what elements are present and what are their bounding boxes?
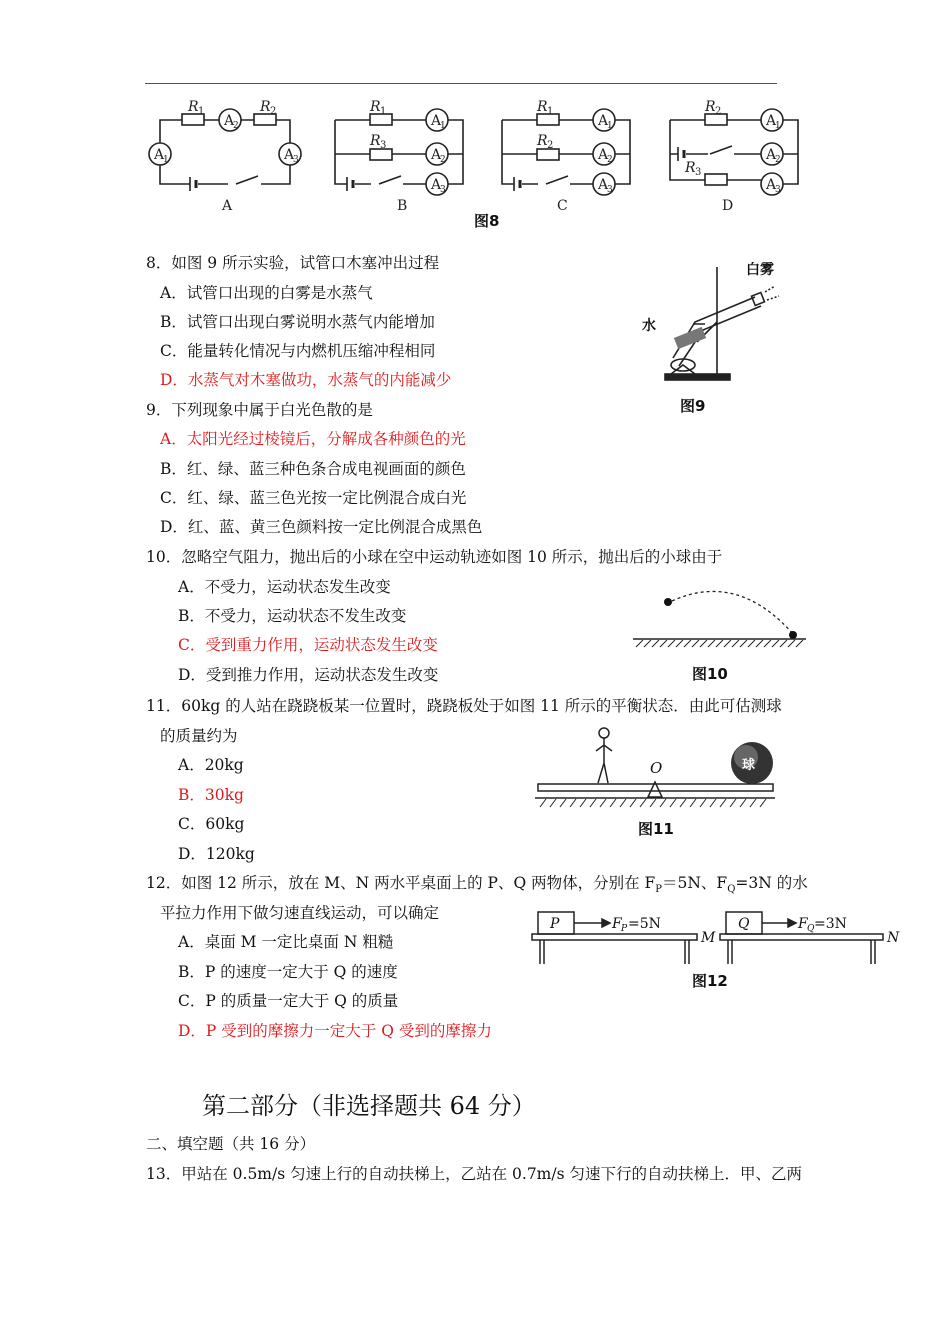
svg-text:1: 1 (163, 155, 169, 165)
svg-text:白雾: 白雾 (746, 262, 774, 278)
q9-option-a: A．太阳光经过棱镜后，分解成各种颜色的光 (160, 430, 466, 448)
svg-text:3: 3 (293, 155, 299, 165)
svg-text:A: A (598, 113, 609, 129)
svg-text:O: O (650, 759, 663, 777)
svg-text:Q: Q (807, 924, 815, 934)
svg-text:P: P (621, 924, 628, 934)
q12-stem-line-1: 12．如图 12 所示，放在 M、N 两水平桌面上的 P、Q 两物体，分别在 $F_P=5N$、$F_Q=3N$ 的水 (146, 874, 808, 896)
svg-text:A: A (431, 147, 442, 163)
q12-option-c: C．P 的质量一定大于 Q 的质量 (178, 992, 399, 1010)
q9-stem: 9．下列现象中属于白光色散的是 (146, 401, 373, 419)
svg-text:3: 3 (695, 167, 702, 178)
svg-text:R: R (685, 160, 696, 176)
figure-12-tables (530, 908, 905, 968)
svg-text:A: A (284, 147, 295, 163)
svg-text:1: 1 (380, 106, 387, 117)
svg-text:A: A (766, 147, 777, 163)
q11-option-d: D．120kg (178, 845, 255, 863)
svg-text:R: R (188, 99, 199, 115)
svg-text:C: C (557, 198, 568, 214)
svg-text:=5N: =5N (628, 916, 661, 932)
q10-stem: 10．忽略空气阻力，抛出后的小球在空中运动轨迹如图 10 所示，抛出后的小球由于 (146, 548, 723, 566)
svg-text:R: R (537, 133, 548, 149)
q8-stem: 8．如图 9 所示实验，试管口木塞冲出过程 (146, 254, 440, 272)
svg-text:F: F (798, 916, 808, 932)
svg-text:1: 1 (607, 121, 613, 131)
figure-12-caption: 图12 (692, 972, 728, 990)
svg-text:R: R (537, 99, 548, 115)
svg-text:R: R (370, 133, 381, 149)
section-2-heading: 二、填空题（共 16 分） (146, 1135, 316, 1153)
svg-text:A: A (431, 177, 442, 193)
svg-text:球: 球 (742, 758, 756, 773)
figure-9-test-tube (635, 262, 795, 392)
svg-text:A: A (224, 113, 235, 129)
q10-option-a: A．不受力，运动状态发生改变 (178, 578, 391, 596)
svg-text:P: P (550, 916, 560, 932)
q11-option-b: B．30kg (178, 786, 244, 804)
svg-text:=3N: =3N (814, 916, 847, 932)
svg-text:R: R (370, 99, 381, 115)
q8-option-a: A．试管口出现的白雾是水蒸气 (160, 284, 373, 302)
figure-11-seesaw (530, 725, 780, 820)
svg-text:A: A (598, 177, 609, 193)
q12-option-b: B．P 的速度一定大于 Q 的速度 (178, 963, 398, 981)
q11-option-a: A．20kg (178, 756, 244, 774)
svg-text:F: F (612, 916, 622, 932)
svg-text:3: 3 (440, 185, 446, 195)
q9-option-b: B．红、绿、蓝三种色条合成电视画面的颜色 (160, 460, 466, 478)
svg-text:A: A (431, 113, 442, 129)
svg-text:2: 2 (547, 140, 554, 151)
q12-stem-line-2: 平拉力作用下做匀速直线运动，可以确定 (160, 904, 440, 922)
q10-option-c: C．受到重力作用，运动状态发生改变 (178, 636, 438, 654)
svg-text:A: A (766, 177, 777, 193)
svg-text:2: 2 (715, 106, 722, 117)
svg-text:水: 水 (642, 318, 656, 334)
svg-text:A: A (766, 113, 777, 129)
svg-text:3: 3 (380, 140, 387, 151)
q12-option-d: D．P 受到的摩擦力一定大于 Q 受到的摩擦力 (178, 1022, 492, 1040)
svg-text:2: 2 (607, 155, 613, 165)
q10-option-d: D．受到推力作用，运动状态发生改变 (178, 666, 439, 684)
figure-9-caption: 图9 (680, 397, 706, 415)
svg-text:1: 1 (440, 121, 446, 131)
q11-option-c: C．60kg (178, 815, 245, 833)
svg-text:2: 2 (233, 121, 239, 131)
svg-text:2: 2 (270, 106, 277, 117)
svg-text:A: A (222, 198, 233, 214)
svg-text:3: 3 (775, 185, 781, 195)
q9-option-d: D．红、蓝、黄三色颜料按一定比例混合成黑色 (160, 518, 483, 536)
q11-stem-line-2: 的质量约为 (160, 727, 238, 745)
figure-11-caption: 图11 (638, 820, 674, 838)
figure-10-caption: 图10 (692, 665, 728, 683)
svg-text:R: R (705, 99, 716, 115)
svg-text:1: 1 (547, 106, 554, 117)
q8-option-b: B．试管口出现白雾说明水蒸气内能增加 (160, 313, 435, 331)
part-2-title: 第二部分（非选择题共 64 分） (202, 1092, 536, 1120)
q11-stem-line-1: 11．60kg 的人站在跷跷板某一位置时，跷跷板处于如图 11 所示的平衡状态．由此可估测球 (146, 697, 782, 715)
svg-text:1: 1 (775, 121, 781, 131)
svg-text:2: 2 (775, 155, 781, 165)
svg-text:Q: Q (738, 916, 750, 932)
svg-text:N: N (887, 930, 900, 946)
svg-text:1: 1 (198, 106, 205, 117)
svg-text:D: D (722, 198, 734, 214)
q10-option-b: B．不受力，运动状态不发生改变 (178, 607, 407, 625)
q8-option-c: C．能量转化情况与内燃机压缩冲程相同 (160, 342, 436, 360)
svg-text:A: A (154, 147, 165, 163)
svg-text:2: 2 (440, 155, 446, 165)
q12-option-a: A．桌面 M 一定比桌面 N 粗糙 (178, 933, 394, 951)
svg-text:3: 3 (607, 185, 613, 195)
svg-text:R: R (260, 99, 271, 115)
q9-option-c: C．红、绿、蓝三色光按一定比例混合成白光 (160, 489, 467, 507)
q13-stem: 13．甲站在 0.5m/s 匀速上行的自动扶梯上，乙站在 0.7m/s 匀速下行的自动扶梯上．甲、乙两 (146, 1165, 802, 1183)
svg-text:B: B (397, 198, 408, 214)
svg-text:A: A (598, 147, 609, 163)
figure-10-trajectory (628, 585, 810, 651)
header-rule (145, 83, 777, 84)
figure-8-caption: 图8 (474, 212, 500, 230)
q8-option-d: D．水蒸气对木塞做功，水蒸气的内能减少 (160, 371, 452, 389)
svg-text:M: M (701, 930, 716, 946)
